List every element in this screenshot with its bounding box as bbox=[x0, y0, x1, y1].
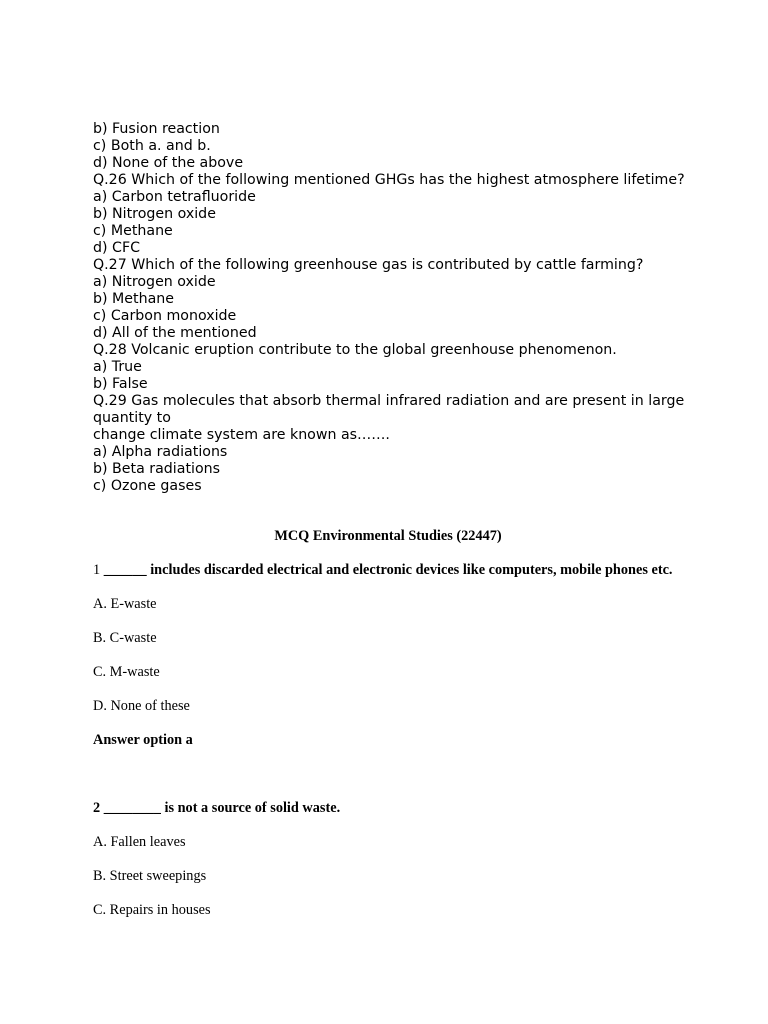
question-2: 2 ________ is not a source of solid waste. bbox=[93, 800, 341, 816]
question-29-line-1: Q.29 Gas molecules that absorb thermal infrared radiation and are present in large quantity to bbox=[93, 393, 685, 426]
question-text bbox=[104, 562, 673, 578]
option-line: a) Carbon tetrafluoride bbox=[93, 189, 256, 205]
option-line: c) Ozone gases bbox=[93, 478, 202, 494]
question-26: Q.26 Which of the following mentioned GHGs has the highest atmosphere lifetime? bbox=[93, 172, 685, 188]
option-line: c) Both a. and b. bbox=[93, 138, 211, 154]
option-line: c) Methane bbox=[93, 223, 173, 239]
question-28: Q.28 Volcanic eruption contribute to the global greenhouse phenomenon. bbox=[93, 342, 617, 358]
option-line: B. C-waste bbox=[93, 630, 157, 646]
option-line: b) Fusion reaction bbox=[93, 121, 220, 137]
option-line: d) CFC bbox=[93, 240, 141, 256]
question-29-line-2: change climate system are known as……. bbox=[93, 427, 390, 443]
option-line: b) False bbox=[93, 376, 148, 392]
option-line: a) Alpha radiations bbox=[93, 444, 228, 460]
option-line: a) Nitrogen oxide bbox=[93, 274, 216, 290]
question-1 bbox=[93, 562, 683, 579]
option-line: C. Repairs in houses bbox=[93, 902, 211, 918]
question-body: includes discarded electrical and electronic devices like computers, mobile phones etc. bbox=[146, 562, 673, 578]
option-line: b) Beta radiations bbox=[93, 461, 221, 477]
section-title: MCQ Environmental Studies (22447) bbox=[274, 528, 502, 544]
option-line: D. None of these bbox=[93, 698, 190, 714]
question-27: Q.27 Which of the following greenhouse gas is contributed by cattle farming? bbox=[93, 257, 644, 273]
option-line: b) Methane bbox=[93, 291, 174, 307]
option-line: B. Street sweepings bbox=[93, 868, 207, 884]
option-line: c) Carbon monoxide bbox=[93, 308, 237, 324]
question-number: 1 bbox=[93, 562, 101, 578]
option-line: b) Nitrogen oxide bbox=[93, 206, 216, 222]
option-line: C. M-waste bbox=[93, 664, 160, 680]
option-line: d) All of the mentioned bbox=[93, 325, 257, 341]
option-line: d) None of the above bbox=[93, 155, 244, 171]
question-blank: ______ bbox=[103, 562, 147, 578]
option-line: A. E-waste bbox=[93, 596, 157, 612]
answer-line: Answer option a bbox=[93, 732, 193, 748]
mcq-section bbox=[93, 528, 683, 919]
option-line: a) True bbox=[93, 359, 142, 375]
option-line: A. Fallen leaves bbox=[93, 834, 186, 850]
previous-questions-section bbox=[93, 121, 693, 495]
